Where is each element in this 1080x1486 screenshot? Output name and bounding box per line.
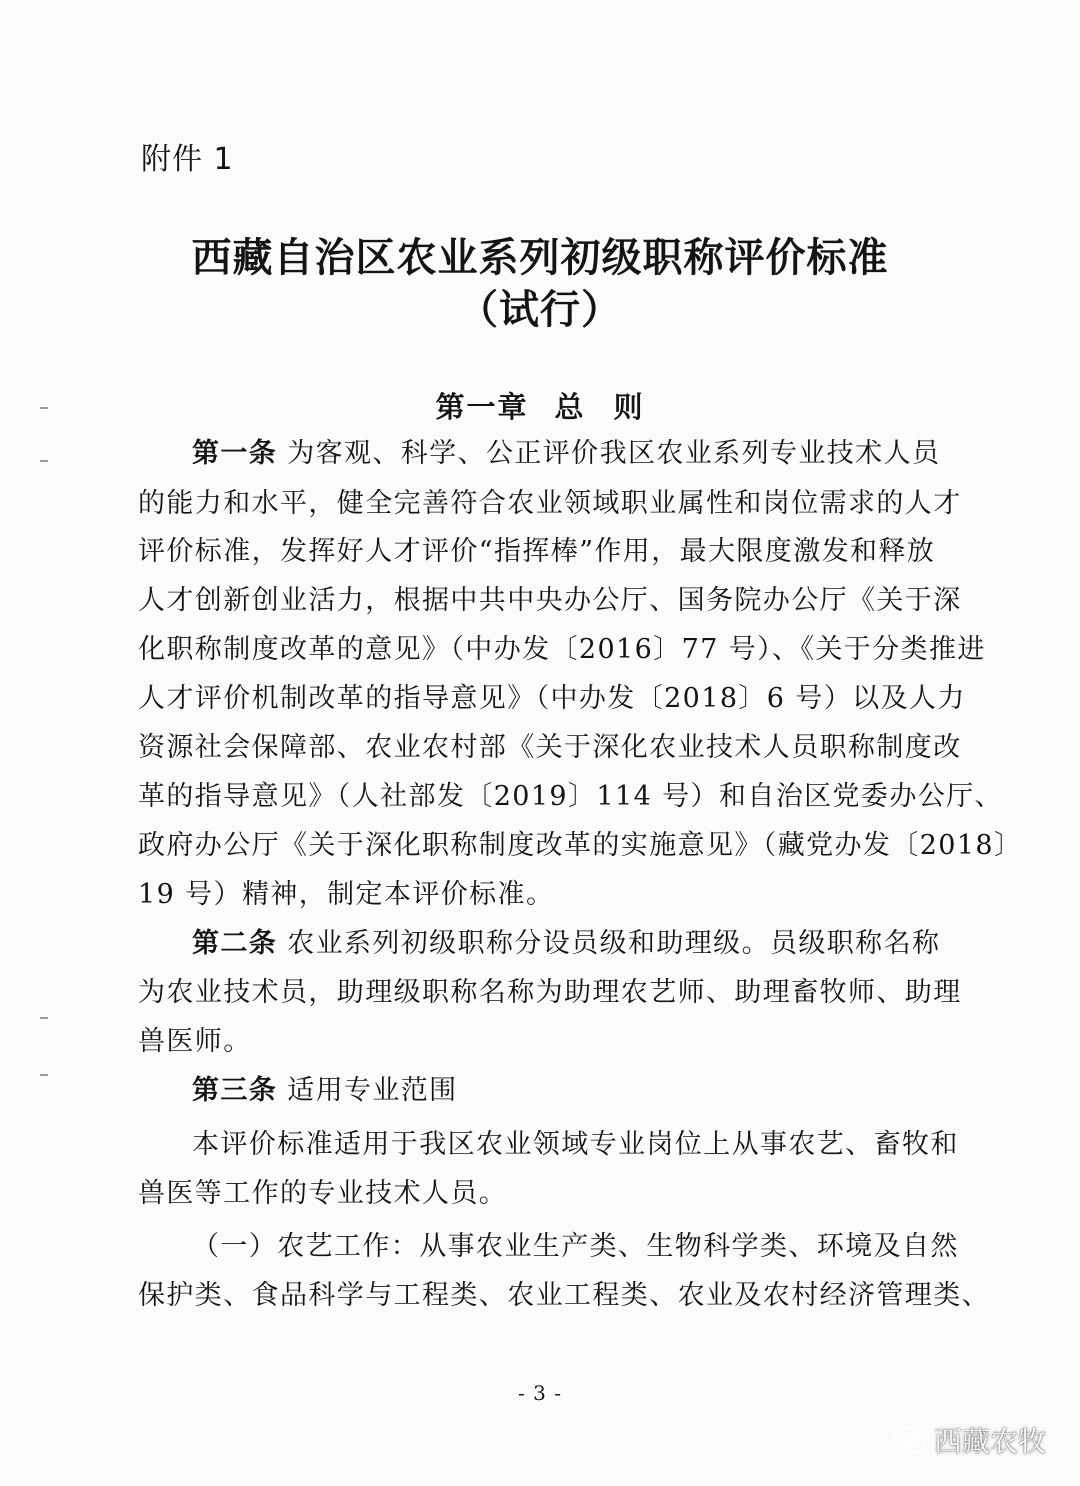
article-1-line-1 bbox=[192, 436, 941, 472]
article-1-line-7: 资源社会保障部、农业农村部《关于深化农业技术人员职称制度改 bbox=[138, 732, 962, 763]
article-1-line-9: 政府办公厅《关于深化职称制度改革的实施意见》（藏党办发〔2018〕 bbox=[138, 830, 1023, 861]
watermark bbox=[892, 1420, 1046, 1460]
article-3-line-1 bbox=[192, 1073, 918, 1109]
attachment-label: 附件 1 bbox=[141, 142, 234, 177]
scan-mark bbox=[40, 460, 48, 462]
article-1-line-8: 革的指导意见》（人社部发〔2019〕114 号）和自治区党委办公厅、 bbox=[138, 781, 1003, 812]
scan-mark bbox=[40, 1074, 48, 1076]
document-title: 西藏自治区农业系列初级职称评价标准 bbox=[191, 235, 889, 281]
document-subtitle: （试行） bbox=[458, 287, 622, 333]
page-number: - 3 - bbox=[518, 1381, 562, 1405]
wechat-icon bbox=[892, 1425, 926, 1455]
chapter-label: 第一章 bbox=[435, 390, 529, 424]
article-1-heading: 第一条 bbox=[192, 438, 278, 469]
chapter-word-1: 总 bbox=[554, 390, 586, 424]
watermark-text: 西藏农牧 bbox=[933, 1425, 1046, 1458]
article-2-line-2: 为农业技术员，助理级职称名称为助理农艺师、助理畜牧师、助理 bbox=[138, 977, 962, 1008]
article-1-line-10: 19 号）精神，制定本评价标准。 bbox=[138, 879, 555, 910]
article-1-line-3: 评价标准，发挥好人才评价“指挥棒”作用，最大限度激发和释放 bbox=[138, 536, 936, 567]
chapter-word-2: 则 bbox=[613, 390, 645, 424]
article-1-line-4: 人才创新创业活力，根据中共中央办公厅、国务院办公厅《关于深 bbox=[138, 585, 962, 616]
article-1-text: 为客观、科学、公正评价我区农业系列专业技术人员 bbox=[287, 438, 941, 469]
item-1-line-2: 保护类、食品科学与工程类、农业工程类、农业及农村经济管理类、 bbox=[138, 1280, 990, 1311]
scan-mark bbox=[40, 1017, 48, 1019]
article-2-text: 农业系列初级职称分设员级和助理级。员级职称名称 bbox=[287, 928, 941, 959]
article-3-heading: 第三条 bbox=[192, 1075, 278, 1106]
article-3-line-2: 本评价标准适用于我区农业领域专业岗位上从事农艺、畜牧和 bbox=[192, 1129, 959, 1160]
article-2-line-1 bbox=[192, 926, 941, 962]
article-2-heading: 第二条 bbox=[192, 928, 278, 959]
article-1-line-5: 化职称制度改革的意见》（中办发〔2016〕77 号）、《关于分类推进 bbox=[138, 634, 986, 665]
article-2-line-3: 兽医师。 bbox=[138, 1026, 252, 1057]
article-3-line-3: 兽医等工作的专业技术人员。 bbox=[138, 1178, 508, 1209]
chapter-heading bbox=[0, 385, 1080, 426]
article-3-heading-text: 适用专业范围 bbox=[287, 1075, 458, 1106]
article-1-line-2: 的能力和水平，健全完善符合农业领域职业属性和岗位需求的人才 bbox=[138, 488, 962, 519]
article-1-line-6: 人才评价机制改革的指导意见》（中办发〔2018〕6 号）以及人力 bbox=[138, 683, 966, 714]
item-1-line-1: （一）农艺工作：从事农业生产类、生物科学类、环境及自然 bbox=[192, 1231, 959, 1262]
scan-mark bbox=[40, 407, 48, 409]
